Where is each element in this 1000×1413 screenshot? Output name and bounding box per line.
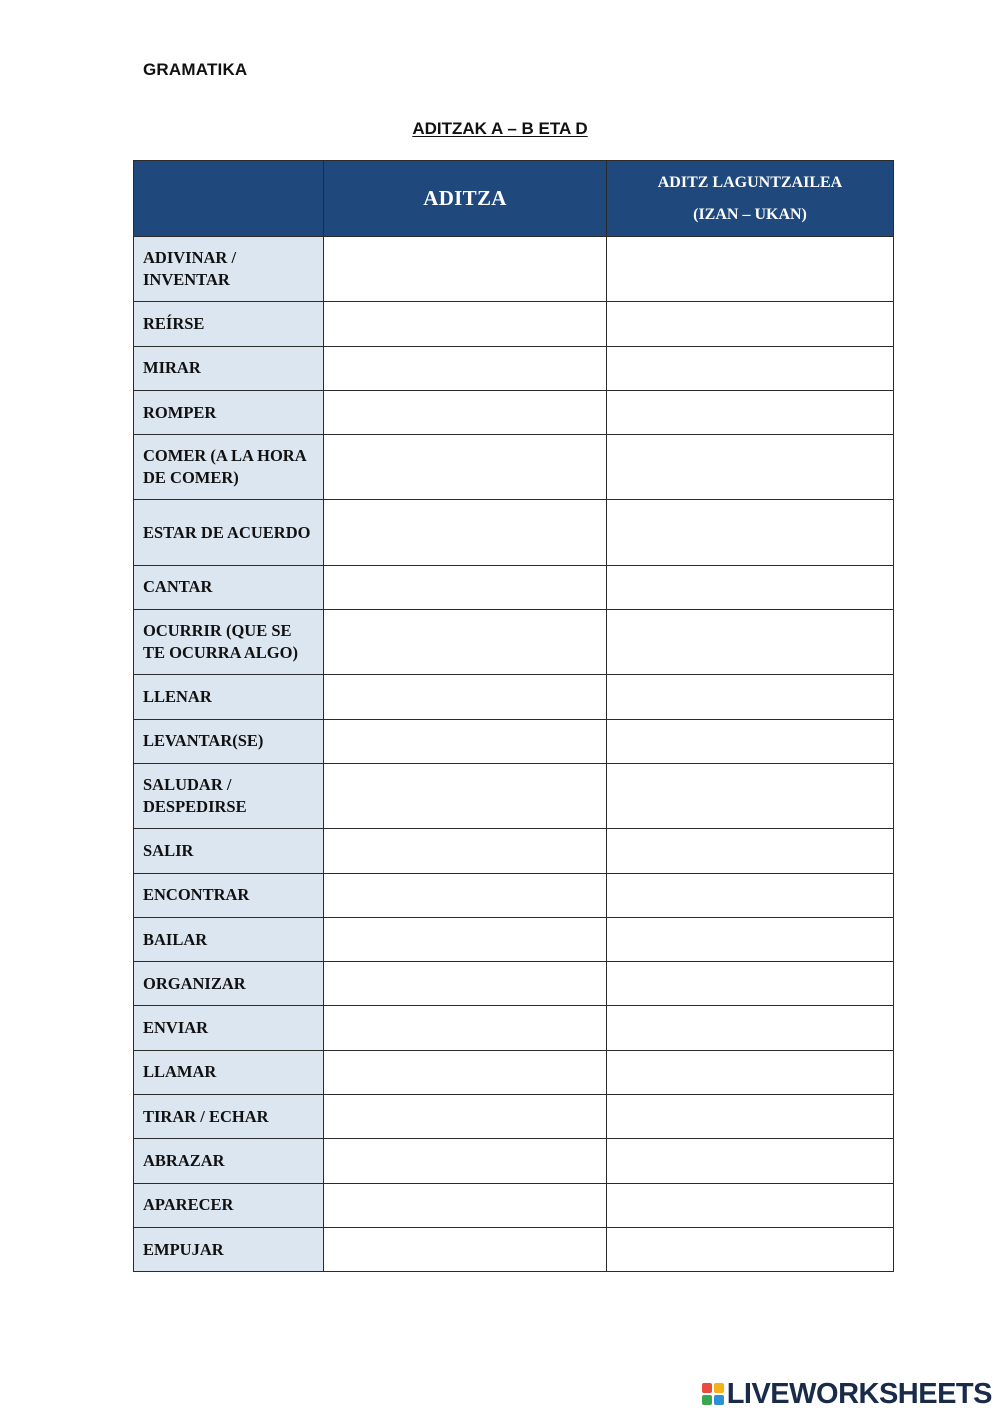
table-row xyxy=(134,1183,894,1227)
aditza-cell xyxy=(324,962,607,1006)
verb-cell: OCURRIR (QUE SE TE OCURRA ALGO) xyxy=(134,610,324,675)
verb-cell: ENCONTRAR xyxy=(134,873,324,917)
aditza-cell xyxy=(324,719,607,763)
table-row xyxy=(134,719,894,763)
verb-cell: ESTAR DE ACUERDO xyxy=(134,500,324,565)
laguntzailea-answer-input[interactable] xyxy=(607,360,893,377)
laguntzailea-answer-input[interactable] xyxy=(607,459,893,476)
aditza-answer-input[interactable] xyxy=(324,887,606,904)
aditza-answer-input[interactable] xyxy=(324,931,606,948)
laguntzailea-answer-input[interactable] xyxy=(607,733,893,750)
table-row xyxy=(134,1050,894,1094)
laguntzailea-cell xyxy=(607,565,894,609)
laguntzailea-cell xyxy=(607,346,894,390)
aditza-answer-input[interactable] xyxy=(324,788,606,805)
laguntzailea-cell xyxy=(607,1006,894,1050)
laguntzailea-cell xyxy=(607,1050,894,1094)
aditza-answer-input[interactable] xyxy=(324,1020,606,1037)
verb-table xyxy=(133,160,894,1272)
aditza-cell xyxy=(324,1139,607,1183)
laguntzailea-cell xyxy=(607,719,894,763)
aditza-answer-input[interactable] xyxy=(324,842,606,859)
header-laguntzailea-line1: ADITZ LAGUNTZAILEA xyxy=(657,173,843,191)
header-laguntzailea-line2: (IZAN – UKAN) xyxy=(693,205,807,223)
verb-cell: EMPUJAR xyxy=(134,1227,324,1271)
section-label: GRAMATIKA xyxy=(143,60,248,79)
table-row xyxy=(134,1095,894,1139)
table-row xyxy=(134,500,894,565)
aditza-answer-input[interactable] xyxy=(324,404,606,421)
header-laguntzailea xyxy=(607,161,894,237)
aditza-answer-input[interactable] xyxy=(324,689,606,706)
table-row xyxy=(134,1006,894,1050)
aditza-answer-input[interactable] xyxy=(324,1241,606,1258)
laguntzailea-answer-input[interactable] xyxy=(607,842,893,859)
table-row xyxy=(134,873,894,917)
header-verb-column xyxy=(134,161,324,237)
table-row xyxy=(134,917,894,961)
table-row xyxy=(134,829,894,873)
laguntzailea-answer-input[interactable] xyxy=(607,975,893,992)
laguntzailea-cell xyxy=(607,237,894,302)
liveworksheets-logo-icon xyxy=(702,1383,724,1405)
aditza-cell xyxy=(324,829,607,873)
verb-cell: ADIVINAR / INVENTAR xyxy=(134,237,324,302)
verb-cell: ROMPER xyxy=(134,390,324,434)
laguntzailea-cell xyxy=(607,1095,894,1139)
laguntzailea-answer-input[interactable] xyxy=(607,524,893,541)
table-row xyxy=(134,302,894,346)
laguntzailea-answer-input[interactable] xyxy=(607,788,893,805)
laguntzailea-cell xyxy=(607,390,894,434)
table-row xyxy=(134,435,894,500)
aditza-answer-input[interactable] xyxy=(324,579,606,596)
aditza-answer-input[interactable] xyxy=(324,1152,606,1169)
table-header-row xyxy=(134,161,894,237)
aditza-answer-input[interactable] xyxy=(324,315,606,332)
aditza-answer-input[interactable] xyxy=(324,733,606,750)
laguntzailea-answer-input[interactable] xyxy=(607,404,893,421)
aditza-cell xyxy=(324,610,607,675)
verb-cell: ORGANIZAR xyxy=(134,962,324,1006)
laguntzailea-answer-input[interactable] xyxy=(607,1241,893,1258)
aditza-cell xyxy=(324,565,607,609)
table-row xyxy=(134,565,894,609)
aditza-answer-input[interactable] xyxy=(324,360,606,377)
laguntzailea-answer-input[interactable] xyxy=(607,579,893,596)
header-aditza xyxy=(324,161,607,237)
table-row xyxy=(134,390,894,434)
laguntzailea-answer-input[interactable] xyxy=(607,261,893,278)
table-row xyxy=(134,962,894,1006)
verb-cell: TIRAR / ECHAR xyxy=(134,1095,324,1139)
aditza-cell xyxy=(324,390,607,434)
aditza-cell xyxy=(324,1050,607,1094)
aditza-cell xyxy=(324,873,607,917)
laguntzailea-answer-input[interactable] xyxy=(607,634,893,651)
laguntzailea-cell xyxy=(607,829,894,873)
aditza-cell xyxy=(324,1227,607,1271)
verb-cell: LEVANTAR(SE) xyxy=(134,719,324,763)
laguntzailea-cell xyxy=(607,500,894,565)
laguntzailea-answer-input[interactable] xyxy=(607,887,893,904)
laguntzailea-cell xyxy=(607,1139,894,1183)
laguntzailea-answer-input[interactable] xyxy=(607,1064,893,1081)
aditza-cell xyxy=(324,1183,607,1227)
aditza-cell xyxy=(324,763,607,828)
laguntzailea-cell xyxy=(607,1183,894,1227)
laguntzailea-answer-input[interactable] xyxy=(607,1152,893,1169)
aditza-answer-input[interactable] xyxy=(324,459,606,476)
aditza-cell xyxy=(324,675,607,719)
page-title xyxy=(0,119,1000,139)
table-row xyxy=(134,675,894,719)
aditza-cell xyxy=(324,500,607,565)
verb-cell: LLENAR xyxy=(134,675,324,719)
verb-cell: ENVIAR xyxy=(134,1006,324,1050)
aditza-cell xyxy=(324,237,607,302)
aditza-answer-input[interactable] xyxy=(324,975,606,992)
aditza-answer-input[interactable] xyxy=(324,524,606,541)
verb-cell: SALUDAR / DESPEDIRSE xyxy=(134,763,324,828)
brand-text: LIVEWORKSHEETS xyxy=(726,1377,992,1410)
aditza-answer-input[interactable] xyxy=(324,634,606,651)
aditza-cell xyxy=(324,1006,607,1050)
laguntzailea-answer-input[interactable] xyxy=(607,1197,893,1214)
laguntzailea-cell xyxy=(607,1227,894,1271)
laguntzailea-cell xyxy=(607,675,894,719)
laguntzailea-cell xyxy=(607,917,894,961)
verb-cell: COMER (A LA HORA DE COMER) xyxy=(134,435,324,500)
table-row xyxy=(134,346,894,390)
laguntzailea-cell xyxy=(607,435,894,500)
table-row xyxy=(134,1139,894,1183)
aditza-answer-input[interactable] xyxy=(324,1064,606,1081)
laguntzailea-answer-input[interactable] xyxy=(607,1020,893,1037)
laguntzailea-answer-input[interactable] xyxy=(607,689,893,706)
laguntzailea-cell xyxy=(607,962,894,1006)
aditza-cell xyxy=(324,917,607,961)
aditza-answer-input[interactable] xyxy=(324,261,606,278)
header-aditza-label: ADITZA xyxy=(423,186,507,210)
aditza-answer-input[interactable] xyxy=(324,1197,606,1214)
table-row xyxy=(134,237,894,302)
aditza-cell xyxy=(324,302,607,346)
verb-cell: APARECER xyxy=(134,1183,324,1227)
table-row xyxy=(134,763,894,828)
verb-cell: MIRAR xyxy=(134,346,324,390)
laguntzailea-cell xyxy=(607,610,894,675)
laguntzailea-cell xyxy=(607,763,894,828)
laguntzailea-answer-input[interactable] xyxy=(607,315,893,332)
aditza-cell xyxy=(324,1095,607,1139)
verb-cell: SALIR xyxy=(134,829,324,873)
laguntzailea-answer-input[interactable] xyxy=(607,931,893,948)
aditza-answer-input[interactable] xyxy=(324,1108,606,1125)
table-row xyxy=(134,610,894,675)
laguntzailea-cell xyxy=(607,873,894,917)
verb-cell: LLAMAR xyxy=(134,1050,324,1094)
aditza-cell xyxy=(324,435,607,500)
laguntzailea-cell xyxy=(607,302,894,346)
liveworksheets-branding xyxy=(702,1378,992,1410)
verb-cell: CANTAR xyxy=(134,565,324,609)
laguntzailea-answer-input[interactable] xyxy=(607,1108,893,1125)
verb-cell: ABRAZAR xyxy=(134,1139,324,1183)
aditza-cell xyxy=(324,346,607,390)
verb-cell: BAILAR xyxy=(134,917,324,961)
page-title-text: ADITZAK A – B ETA D xyxy=(412,119,588,138)
verb-cell: REÍRSE xyxy=(134,302,324,346)
table-row xyxy=(134,1227,894,1271)
